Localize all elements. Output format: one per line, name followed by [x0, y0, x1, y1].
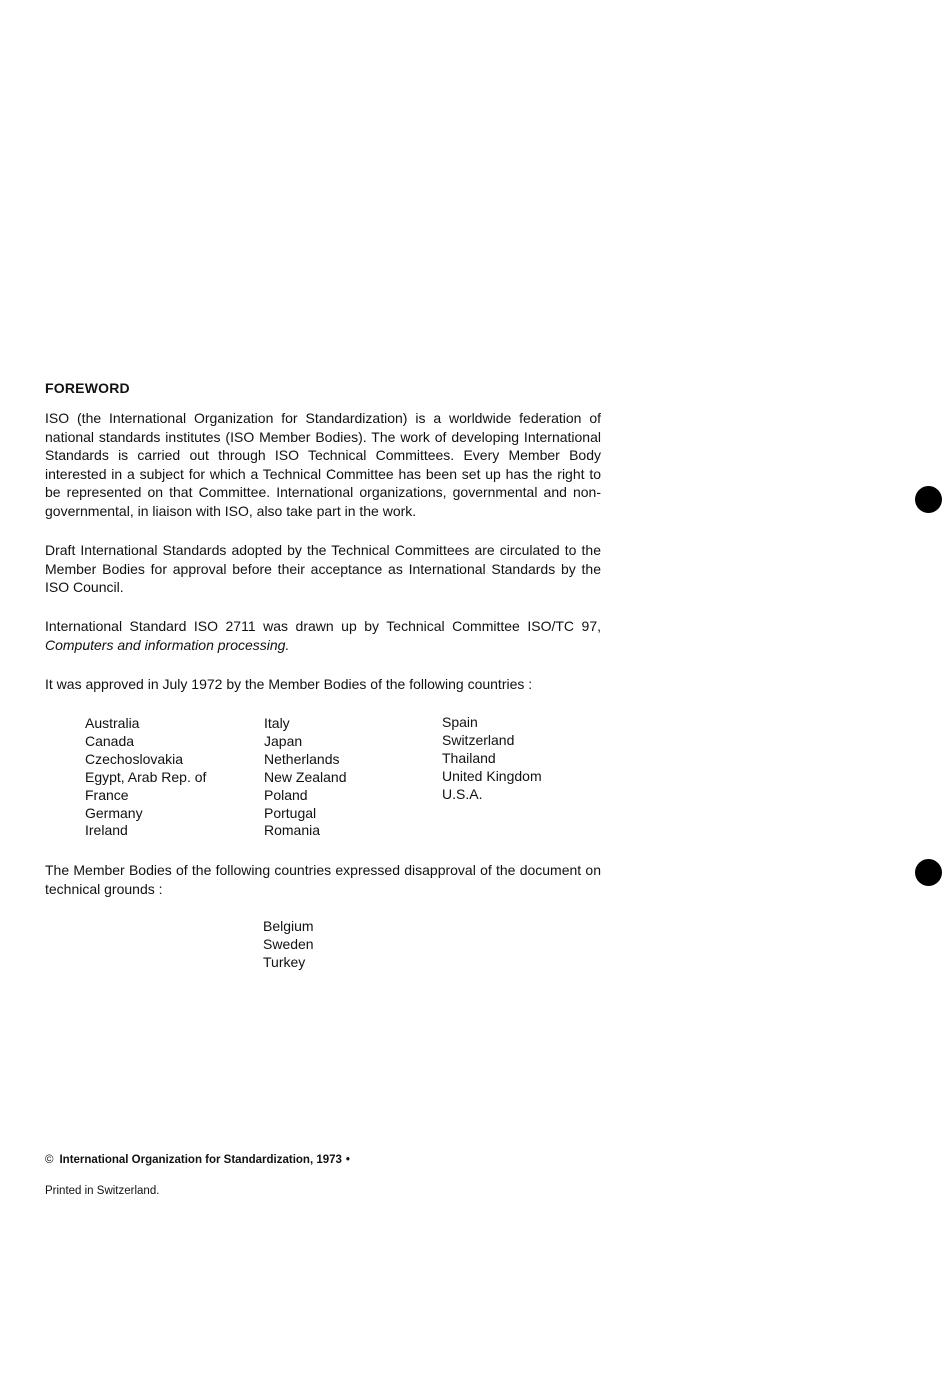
- country-item: Canada: [85, 732, 135, 749]
- country-item: Netherlands: [264, 750, 340, 767]
- copyright-text: International Organization for Standardization, 1973: [59, 1154, 342, 1166]
- country-item: New Zealand: [264, 768, 347, 785]
- paragraph-iso-2711-lead: International Standard ISO 2711 was drawn up by Technical Committee ISO/TC 97,: [45, 618, 601, 634]
- bullet-icon: •: [345, 1154, 350, 1166]
- country-item: Belgium: [263, 918, 314, 934]
- punch-hole-icon: [915, 859, 942, 886]
- country-item: Poland: [264, 786, 308, 803]
- paragraph-approval: It was approved in July 1972 by the Member Bodies of the following countries :: [45, 676, 533, 692]
- paragraph-iso-federation: ISO (the International Organization for Standardization) is a worldwide federation of national standards institutes (ISO Member Bodies). The work of developing International Standards is carried out through ISO Technical Committees. Every Member Body interested in a subject for which a Technical Committee has been set up has the right to be represented on that Committee. International organizations, governmental and non-governmental, in liaison with ISO, also take part in the work.: [45, 410, 601, 519]
- country-item: Czechoslovakia: [85, 750, 184, 767]
- country-item: Ireland: [85, 822, 128, 839]
- disapproving-countries-list: [263, 918, 314, 972]
- approving-countries-column-1: [85, 715, 206, 840]
- country-item: Italy: [264, 715, 290, 731]
- country-item: Egypt, Arab Rep. of: [85, 768, 207, 785]
- copyright-icon: ©: [45, 1154, 54, 1166]
- punch-hole-icon: [915, 486, 942, 513]
- country-item: United Kingdom: [442, 767, 542, 784]
- printed-in-note: Printed in Switzerland.: [45, 1185, 160, 1197]
- paragraph-iso-2711: [45, 617, 601, 654]
- country-item: Spain: [442, 714, 478, 730]
- country-item: Germany: [85, 804, 143, 821]
- country-item: Japan: [264, 732, 303, 749]
- country-item: Sweden: [263, 935, 314, 952]
- approving-countries-column-3: [442, 714, 542, 804]
- country-item: Switzerland: [442, 731, 515, 748]
- approving-countries-column-2: [264, 715, 347, 840]
- country-item: Australia: [85, 715, 140, 731]
- country-item: France: [85, 786, 129, 803]
- country-item: Turkey: [263, 953, 306, 970]
- copyright-line: [45, 1154, 350, 1166]
- country-item: U.S.A.: [442, 785, 483, 802]
- country-item: Romania: [264, 822, 321, 839]
- paragraph-disapproval: The Member Bodies of the following countries expressed disapproval of the document on technical grounds :: [45, 862, 601, 897]
- committee-title: Computers and information processing.: [45, 636, 290, 653]
- foreword-heading: FOREWORD: [45, 380, 130, 396]
- country-item: Thailand: [442, 749, 496, 766]
- country-item: Portugal: [264, 804, 317, 821]
- paragraph-draft-standards: Draft International Standards adopted by the Technical Committees are circulated to the Member Bodies for approval before their acceptance as International Standards by the ISO Council.: [45, 542, 601, 595]
